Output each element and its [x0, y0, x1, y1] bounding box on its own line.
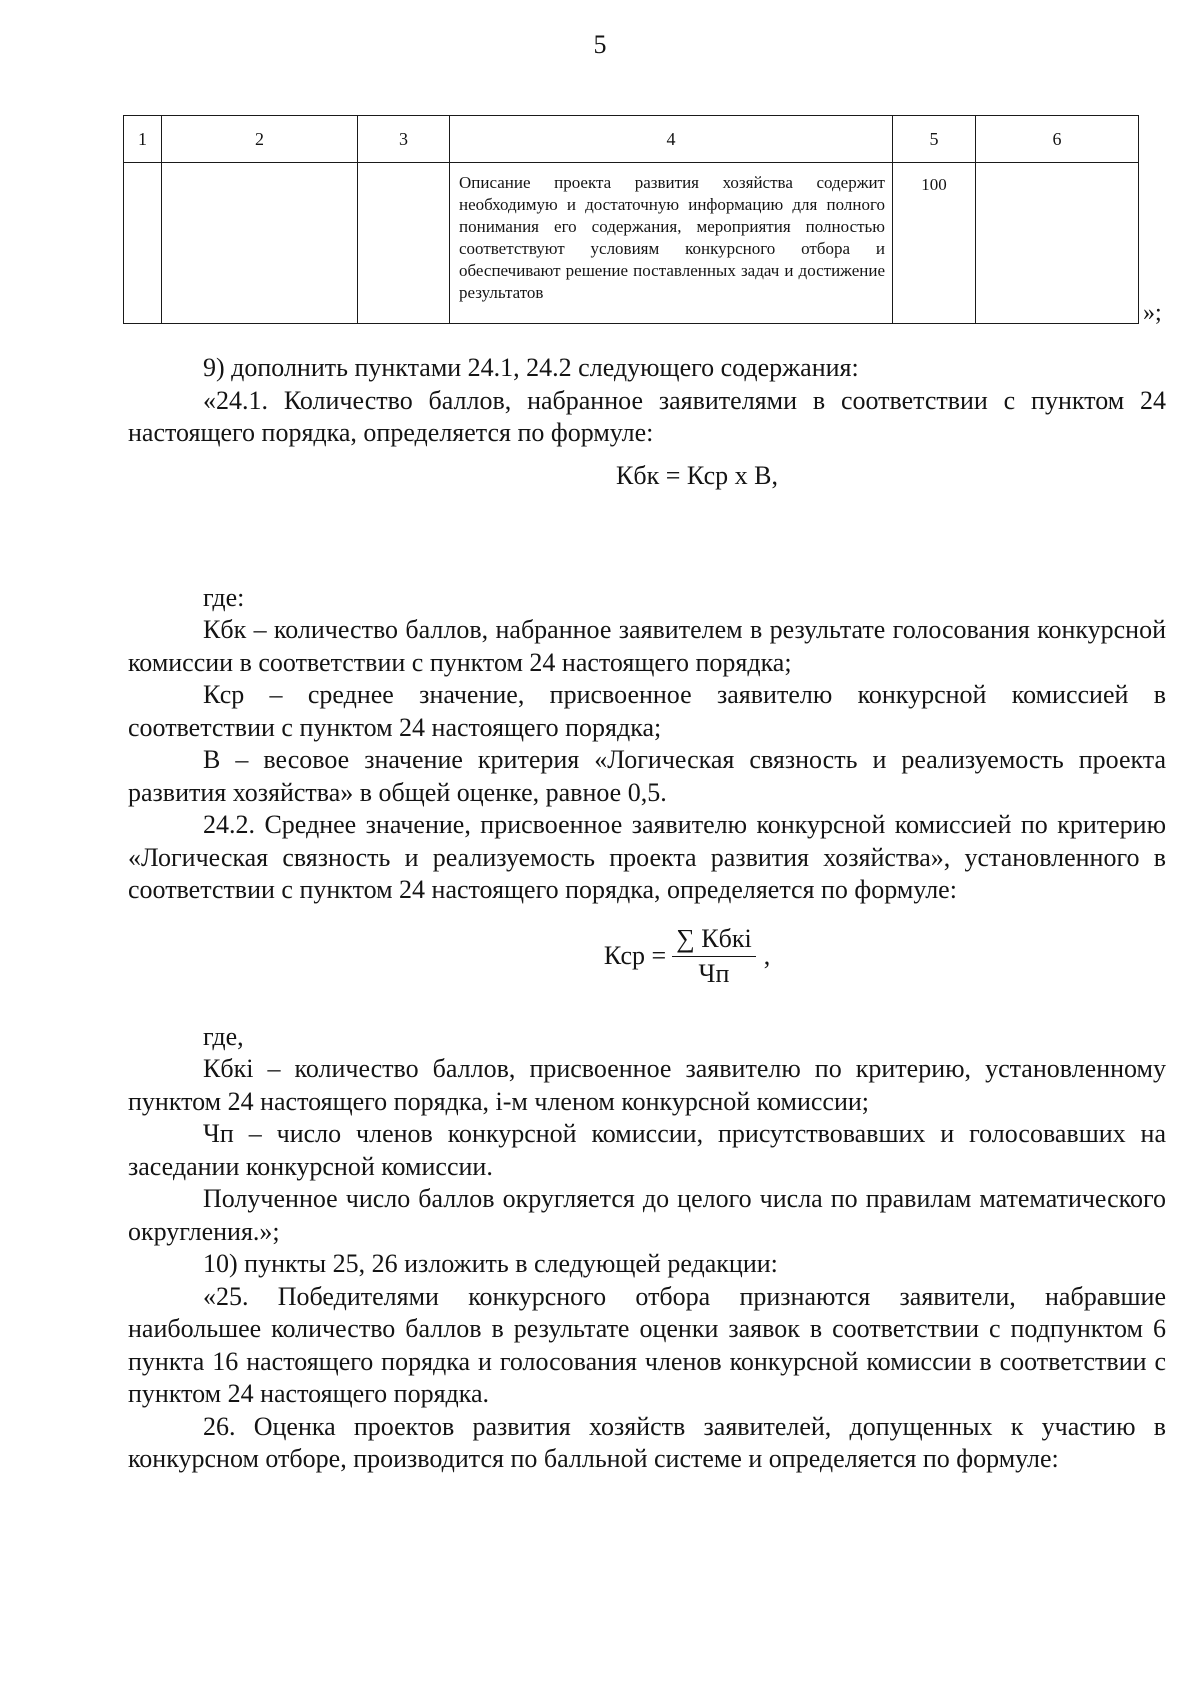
formula-fraction [672, 922, 755, 991]
formula-denominator: Чп [698, 959, 730, 988]
page-number: 5 [593, 30, 607, 59]
formula-kbk: Кбк = Кср х В, [616, 460, 778, 490]
clause-24-1-paragraph: «24.1. Количество баллов, набранное заявителями в соответствии с пунктом 24 настоящего порядка, определяется по формуле: [128, 385, 1166, 447]
definition-kbki: Кбкi – количество баллов, присвоенное заявителю по критерию, установленному пунктом 24 настоящего порядка, i-м членом конкурсной комиссии; [128, 1054, 1166, 1116]
item-10-paragraph: 10) пункты 25, 26 изложить в следующей редакции: [203, 1249, 778, 1278]
clause-24-2-paragraph: 24.2. Среднее значение, присвоенное заявителю конкурсной комиссией по критерию «Логическая связность и реализуемость проекта развития хозяйства», установленного в соответствии с пунктом 24 настоящего порядка, определяется по формуле: [128, 810, 1166, 904]
table-cell [162, 163, 358, 324]
score-value: 100 [921, 175, 947, 194]
formula-ksr-tail: , [763, 941, 771, 971]
criterion-description-cell [450, 163, 893, 324]
definition-kbk: Кбк – количество баллов, набранное заявителем в результате голосования конкурсной комиссии в соответствии с пунктом 24 настоящего порядка; [128, 615, 1166, 677]
formula-ksr-lhs: Кср = [603, 941, 667, 971]
definition-ksr: Кср – среднее значение, присвоенное заявителю конкурсной комиссией в соответствии с пунктом 24 настоящего порядка; [128, 680, 1166, 742]
table-cell [976, 163, 1139, 324]
table-cell [358, 163, 450, 324]
table-header-cell: 2 [162, 116, 358, 163]
where-label-2: где, [203, 1021, 244, 1051]
rounding-paragraph: Полученное число баллов округляется до целого числа по правилам математического округления.»; [128, 1184, 1166, 1246]
table-header-cell: 3 [358, 116, 450, 163]
table-header-cell: 5 [893, 116, 976, 163]
table-row [124, 163, 1139, 324]
clause-25-paragraph: «25. Победителями конкурсного отбора признаются заявители, набравшие наибольшее количество баллов в результате оценки заявок в соответствии с подпунктом 6 пункта 16 настоящего порядка и голосования членов конкурсной комиссии в соответствии с пунктом 24 настоящего порядка. [128, 1281, 1166, 1408]
where-label: где: [203, 582, 245, 612]
score-cell [893, 163, 976, 324]
table-header-row [124, 116, 1139, 163]
table-closing-quote: »; [1143, 300, 1162, 326]
definition-chp: Чп – число членов конкурсной комиссии, присутствовавших и голосовавших на заседании конкурсной комиссии. [128, 1119, 1166, 1181]
criterion-description: Описание проекта развития хозяйства содержит необходимую и достаточную информацию для полного понимания его содержания, мероприятия полностью соответствуют условиям конкурсного отбора и обеспечивают решение поставленных задач и достижение результатов [459, 173, 885, 302]
document-body [128, 352, 1166, 1476]
definition-v: В – весовое значение критерия «Логическая связность и реализуемость проекта развития хозяйства» в общей оценке, равное 0,5. [128, 745, 1166, 807]
table-header-cell: 6 [976, 116, 1139, 163]
formula-ksr [128, 907, 1166, 1007]
table-header-cell: 4 [450, 116, 893, 163]
formula-numerator: ∑ Кбкi [672, 922, 755, 957]
criteria-table [123, 115, 1139, 324]
clause-26-paragraph: 26. Оценка проектов развития хозяйств заявителей, допущенных к участию в конкурсном отборе, производится по балльной системе и определяется по формуле: [128, 1411, 1166, 1473]
table-cell [124, 163, 162, 324]
table-header-cell: 1 [124, 116, 162, 163]
item-9-paragraph: 9) дополнить пунктами 24.1, 24.2 следующего содержания: [203, 353, 859, 382]
